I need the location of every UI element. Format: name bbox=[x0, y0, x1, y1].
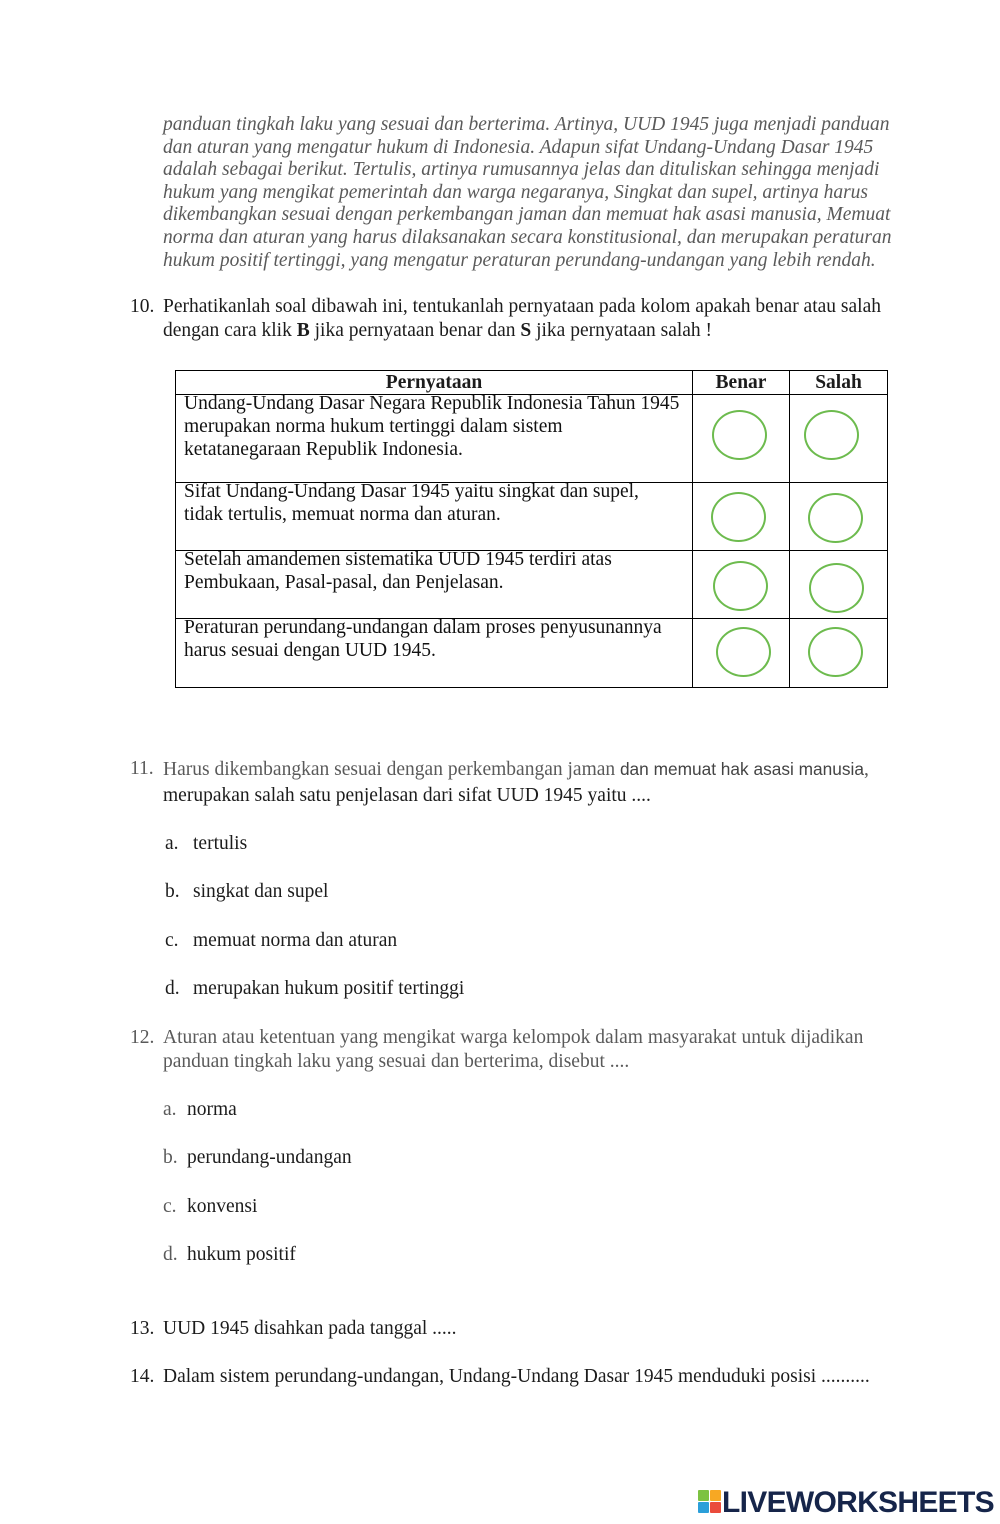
intro-line: hukum positif tertinggi, yang mengatur peraturan perundang-undangan yang lebih rendah. bbox=[163, 249, 876, 271]
question-text-line: Aturan atau ketentuan yang mengikat warga kelompok dalam masyarakat untuk dijadikan bbox=[163, 1027, 864, 1048]
statement-cell bbox=[176, 483, 693, 551]
question-text-line: merupakan salah satu penjelasan dari sifat UUD 1945 yaitu .... bbox=[163, 785, 651, 806]
instruction-text: dengan cara klik bbox=[163, 320, 297, 341]
statement-line: tidak tertulis, memuat norma dan aturan. bbox=[184, 504, 501, 525]
option-c bbox=[0, 1195, 1000, 1221]
option-d bbox=[0, 1243, 1000, 1269]
option-d bbox=[0, 977, 1000, 1003]
salah-radio-2[interactable] bbox=[808, 493, 863, 543]
question-14 bbox=[0, 1365, 1000, 1391]
instruction-text: jika pernyataan salah ! bbox=[531, 320, 713, 341]
benar-radio-2[interactable] bbox=[711, 492, 766, 542]
statement-cell bbox=[176, 395, 693, 483]
option-b bbox=[0, 1146, 1000, 1172]
question-10 bbox=[0, 295, 1000, 355]
salah-radio-1[interactable] bbox=[804, 410, 859, 460]
question-number: 10. bbox=[130, 296, 155, 317]
option-a bbox=[0, 1098, 1000, 1124]
question-text-serif: Harus dikembangkan sesuai dengan perkembangan jaman bbox=[163, 759, 616, 780]
question-text-sans: dan memuat hak asasi manusia bbox=[615, 759, 864, 779]
salah-cell bbox=[790, 395, 888, 483]
salah-radio-3[interactable] bbox=[809, 563, 864, 613]
option-letter: a. bbox=[165, 833, 179, 854]
statement-cell bbox=[176, 619, 693, 688]
question-text bbox=[163, 1026, 963, 1074]
salah-cell bbox=[790, 483, 888, 551]
intro-line: panduan tingkah laku yang sesuai dan berterima. Artinya, UUD 1945 juga menjadi panduan bbox=[163, 114, 890, 135]
logo-text: LIVEWORKSHEETS bbox=[722, 1486, 994, 1519]
statement-line: ketatanegaraan Republik Indonesia. bbox=[184, 439, 463, 460]
option-a bbox=[0, 832, 1000, 858]
option-text: tertulis bbox=[193, 833, 248, 854]
question-number: 14. bbox=[130, 1366, 155, 1387]
bold-key-b: B bbox=[296, 320, 310, 341]
option-letter: d. bbox=[165, 978, 180, 999]
intro-line: dikembangkan sesuai dengan perkembangan jaman dan memuat hak asasi manusia, Memuat bbox=[163, 204, 891, 226]
option-c bbox=[0, 929, 1000, 955]
logo-icon-square bbox=[710, 1502, 721, 1513]
statement-line: merupakan norma hukum tertinggi dalam sistem bbox=[184, 416, 563, 437]
intro-line: hukum yang mengikat pemerintah dan warga negaranya, Singkat dan supel, artinya harus bbox=[163, 181, 868, 203]
salah-cell bbox=[790, 551, 888, 619]
option-letter: b. bbox=[163, 1147, 178, 1168]
bold-key-s: S bbox=[520, 320, 532, 341]
option-text: memuat norma dan aturan bbox=[193, 930, 398, 951]
question-number: 13. bbox=[130, 1318, 155, 1339]
option-text: norma bbox=[187, 1099, 237, 1120]
statement-line: Setelah amandemen sistematika UUD 1945 terdiri atas bbox=[184, 549, 612, 570]
intro-line: dan aturan yang mengatur hukum di Indonesia. Adapun sifat Undang-Undang Dasar 1945 bbox=[163, 136, 874, 158]
option-letter: c. bbox=[165, 930, 179, 951]
true-false-table bbox=[175, 370, 888, 688]
liveworksheets-logo bbox=[698, 1486, 994, 1518]
statement-line: Sifat Undang-Undang Dasar 1945 yaitu singkat dan supel, bbox=[184, 481, 639, 502]
question-text-line: UUD 1945 disahkan pada tanggal ..... bbox=[163, 1318, 457, 1339]
question-11 bbox=[0, 756, 1000, 816]
statement-line: Pembukaan, Pasal-pasal, dan Penjelasan. bbox=[184, 572, 504, 593]
question-text-comma: , bbox=[863, 759, 869, 780]
benar-cell bbox=[693, 619, 790, 688]
option-text: singkat dan supel bbox=[193, 881, 329, 902]
question-text bbox=[163, 295, 963, 343]
intro-line: adalah sebagai berikut. Tertulis, artinya rumusannya jelas dan dituliskan sehingga menjadi bbox=[163, 159, 880, 181]
question-12 bbox=[0, 1026, 1000, 1086]
option-text: konvensi bbox=[187, 1196, 258, 1217]
benar-radio-1[interactable] bbox=[712, 410, 767, 460]
question-text-line bbox=[163, 319, 963, 343]
salah-radio-4[interactable] bbox=[808, 627, 863, 677]
intro-line: norma dan aturan yang harus dilaksanakan secara konstitusional, dan merupakan peraturan bbox=[163, 226, 892, 248]
option-letter: d. bbox=[163, 1244, 178, 1265]
option-b bbox=[0, 880, 1000, 906]
statement-cell bbox=[176, 551, 693, 619]
statement-line: Peraturan perundang-undangan dalam proses penyusunannya bbox=[184, 617, 662, 638]
header-salah: Salah bbox=[790, 371, 888, 395]
question-text bbox=[163, 756, 963, 809]
question-text-line: Dalam sistem perundang-undangan, Undang-Undang Dasar 1945 menduduki posisi .......... bbox=[163, 1366, 870, 1387]
benar-radio-4[interactable] bbox=[716, 627, 771, 677]
header-pernyataan: Pernyataan bbox=[176, 371, 693, 395]
option-text: hukum positif bbox=[187, 1244, 296, 1265]
statement-line: Undang-Undang Dasar Negara Republik Indonesia Tahun 1945 bbox=[184, 393, 680, 414]
question-number: 11. bbox=[130, 758, 154, 779]
question-13 bbox=[0, 1317, 1000, 1343]
question-text bbox=[163, 1317, 963, 1341]
header-benar: Benar bbox=[693, 371, 790, 395]
instruction-text: jika pernyataan benar dan bbox=[309, 320, 521, 341]
logo-icon-square bbox=[698, 1490, 709, 1501]
option-letter: c. bbox=[163, 1196, 177, 1217]
option-letter: a. bbox=[163, 1099, 177, 1120]
option-text: perundang-undangan bbox=[187, 1147, 352, 1168]
question-text bbox=[163, 1365, 963, 1389]
benar-cell bbox=[693, 483, 790, 551]
benar-cell bbox=[693, 395, 790, 483]
question-number: 12. bbox=[130, 1027, 155, 1048]
option-text: merupakan hukum positif tertinggi bbox=[193, 978, 465, 999]
question-text-line bbox=[163, 756, 963, 783]
question-text-line: Perhatikanlah soal dibawah ini, tentukanlah pernyataan pada kolom apakah benar atau salah bbox=[163, 296, 881, 317]
intro-paragraph bbox=[163, 114, 963, 272]
logo-icon bbox=[698, 1490, 721, 1513]
salah-cell bbox=[790, 619, 888, 688]
benar-cell bbox=[693, 551, 790, 619]
logo-icon-square bbox=[710, 1490, 721, 1501]
question-text-line: panduan tingkah laku yang sesuai dan berterima, disebut .... bbox=[163, 1051, 630, 1072]
logo-icon-square bbox=[698, 1502, 709, 1513]
option-letter: b. bbox=[165, 881, 180, 902]
statement-line: harus sesuai dengan UUD 1945. bbox=[184, 640, 436, 661]
benar-radio-3[interactable] bbox=[713, 561, 768, 611]
